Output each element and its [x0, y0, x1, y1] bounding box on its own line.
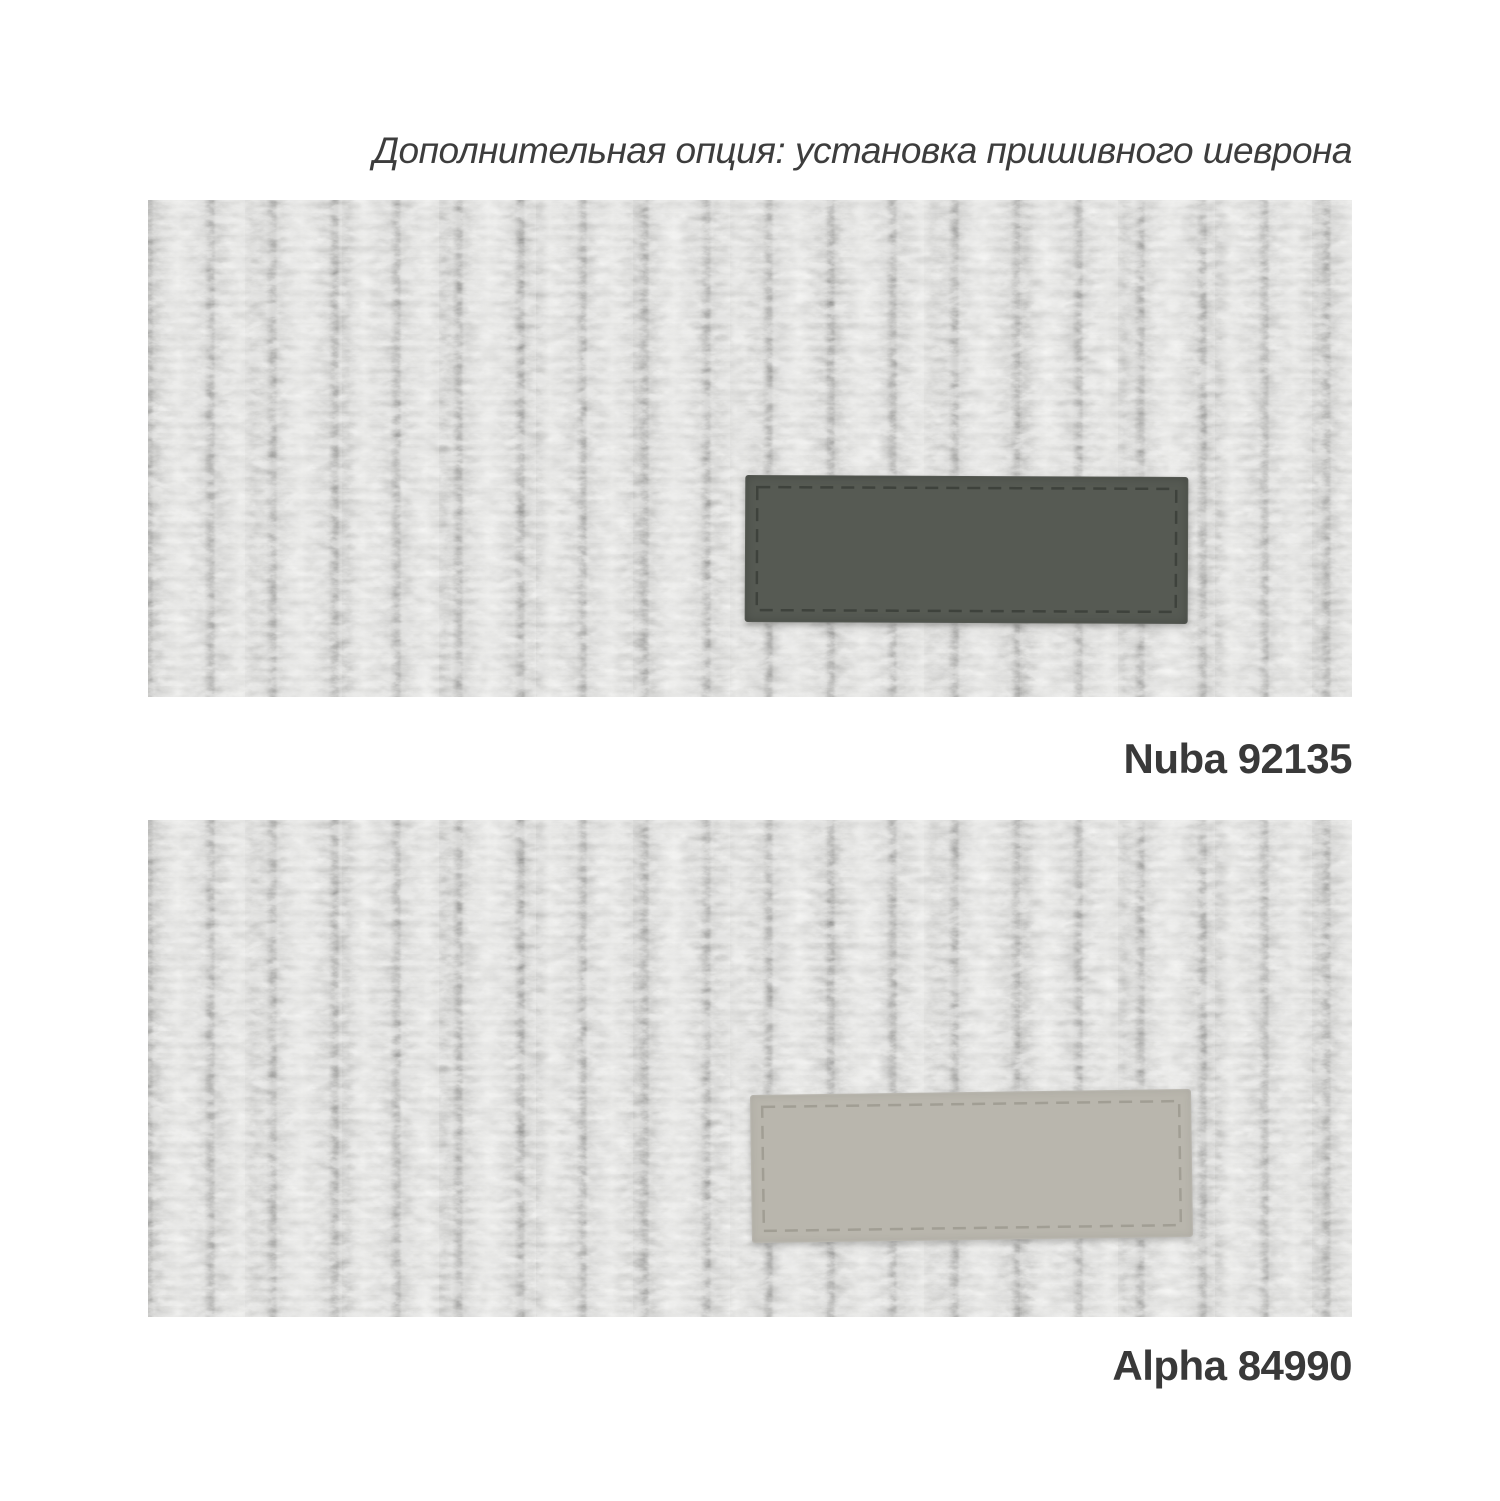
sample-caption-alpha: Alpha 84990 [1112, 1342, 1352, 1389]
page-title: Дополнительная опция: установка пришивного шеврона [372, 130, 1352, 171]
stitch-border [745, 475, 1189, 624]
fabric-photo-nuba [148, 200, 1352, 697]
sample-caption-nuba: Nuba 92135 [1123, 735, 1352, 782]
chevron-patch-dark [745, 475, 1189, 624]
chevron-patch-light [750, 1089, 1193, 1243]
stitch-border [750, 1089, 1193, 1243]
knit-texture-overlay [148, 820, 1352, 1317]
fabric-photo-alpha [148, 820, 1352, 1317]
